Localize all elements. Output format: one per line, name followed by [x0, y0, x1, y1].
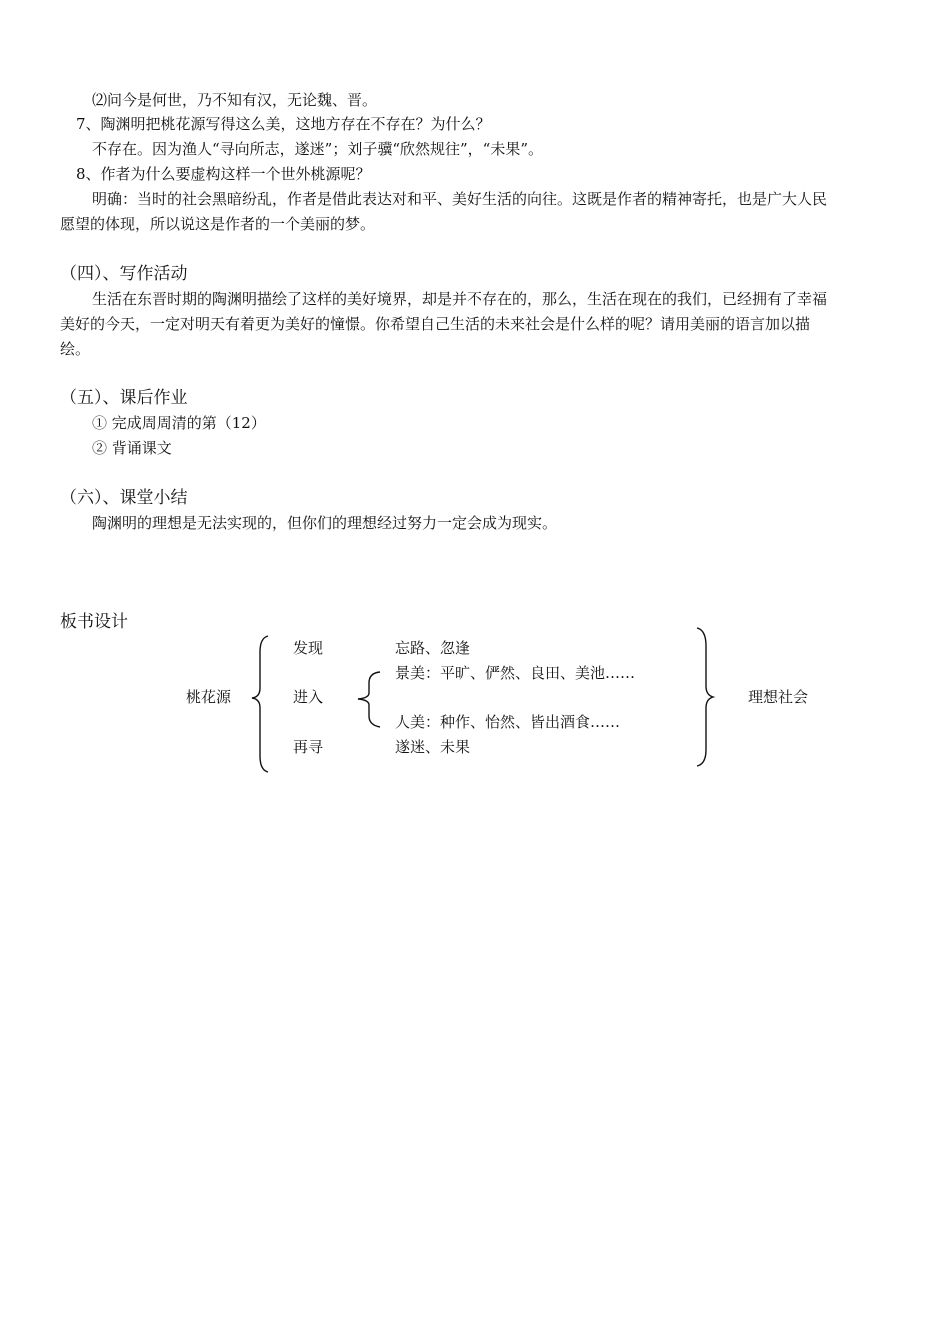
homework-item-2: ② 背诵课文: [92, 439, 172, 457]
summary-heading: （六）、课堂小结: [60, 488, 188, 508]
writing-line-3: 绘。: [60, 340, 91, 358]
answer-8-line-1: 明确：当时的社会黑暗纷乱，作者是借此表达对和平、美好生活的向往。这既是作者的精神寄托，也是广大人民: [92, 190, 828, 208]
writing-heading: （四）、写作活动: [60, 264, 188, 284]
writing-line-1: 生活在东晋时期的陶渊明描绘了这样的美好境界，却是并不存在的，那么，生活在现在的我们，已经拥有了幸福: [92, 290, 828, 308]
board-title: 板书设计: [60, 612, 128, 632]
right-brace-large-icon: [697, 628, 713, 766]
board-discover-detail: 忘路、忽逢: [395, 639, 471, 657]
board-return-detail: 遂迷、未果: [395, 738, 471, 756]
summary-text: 陶渊明的理想是无法实现的，但你们的理想经过努力一定会成为现实。: [92, 514, 558, 532]
board-discover: 发现: [293, 639, 324, 657]
question-8: 8、作者为什么要虚构这样一个世外桃源呢？: [76, 165, 371, 183]
answer-8-line-2: 愿望的体现，所以说这是作者的一个美丽的梦。: [60, 215, 376, 233]
question-7: 7、陶渊明把桃花源写得这么美，这地方存在不存在？为什么？: [76, 115, 491, 133]
board-root: 桃花源: [186, 688, 232, 706]
board-conclusion: 理想社会: [748, 688, 809, 706]
homework-item-1: ① 完成周周清的第（12）: [92, 414, 266, 432]
question-6-item-2: ⑵问今是何世，乃不知有汉，无论魏、晋。: [92, 91, 378, 109]
left-brace-large-icon: [252, 636, 268, 772]
board-return: 再寻: [293, 738, 324, 756]
left-brace-small-icon: [358, 672, 380, 727]
board-enter: 进入: [293, 688, 324, 706]
homework-heading: （五）、课后作业: [60, 388, 188, 408]
answer-7: 不存在。因为渔人“寻向所志，遂迷”；刘子骥“欣然规往”，“未果”。: [92, 140, 544, 158]
board-scenery: 景美：平旷、俨然、良田、美池……: [395, 664, 636, 682]
board-people: 人美：种作、怡然、皆出酒食……: [395, 713, 621, 731]
writing-line-2: 美好的今天，一定对明天有着更为美好的憧憬。你希望自己生活的未来社会是什么样的呢？请用美丽的语言加以描: [60, 315, 811, 333]
